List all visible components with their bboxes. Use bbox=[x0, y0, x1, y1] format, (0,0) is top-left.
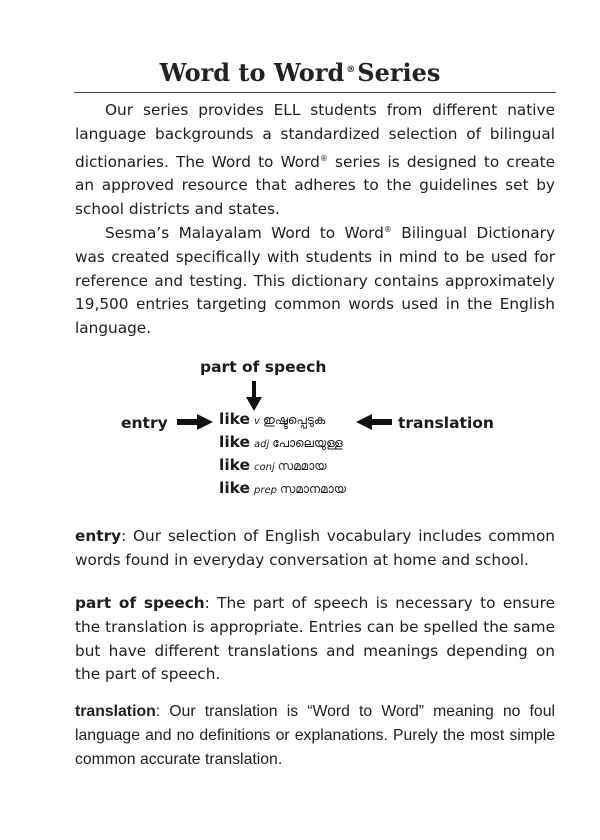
entry-label: entry bbox=[121, 414, 168, 432]
right-arrow-icon bbox=[177, 414, 213, 430]
left-arrow-icon bbox=[356, 414, 392, 430]
part-of-speech-definition: part of speech: The part of speech is necessary to ensure the translation is appropriate. Entries can be spelled the same but have different translations and meanings depending on the part of speech. bbox=[75, 594, 555, 684]
example-row: like v ഇഷ്ടപ്പെടുക bbox=[219, 410, 326, 428]
example-row: like adj പോലെയുള്ള bbox=[219, 433, 343, 451]
intro-paragraph-1: Our series provides ELL students from different native language backgrounds a standardized selection of bilingual dictionaries. The Word to Word® series is designed to create an approved resource that adheres to the guidelines set by school districts and states. bbox=[75, 101, 555, 219]
translation-label: translation bbox=[398, 414, 494, 432]
intro-paragraph-2: Sesma’s Malayalam Word to Word® Bilingual Dictionary was created specifically with students in mind to be used for reference and testing. This dictionary contains approximately 19,500 entries targeting common words used in the English language. bbox=[75, 224, 555, 338]
title-main: Word to Word bbox=[159, 58, 345, 87]
part-of-speech-label: part of speech bbox=[200, 358, 327, 376]
translation-definition: translation: Our translation is “Word to Word” meaning no foul language and no definitions or explanations. Purely the most simple common accurate translation. bbox=[75, 703, 555, 768]
example-row: like conj സമമായ bbox=[219, 456, 327, 474]
down-arrow-icon bbox=[246, 381, 262, 411]
title-underline bbox=[74, 92, 556, 93]
registered-mark: ® bbox=[346, 65, 356, 75]
entry-definition: entry: Our selection of English vocabulary includes common words found in everyday conversation at home and school. bbox=[75, 527, 555, 569]
title-tail: Series bbox=[357, 58, 441, 87]
example-row: like prep സമാനമായ bbox=[219, 479, 347, 497]
page-title bbox=[0, 58, 600, 87]
